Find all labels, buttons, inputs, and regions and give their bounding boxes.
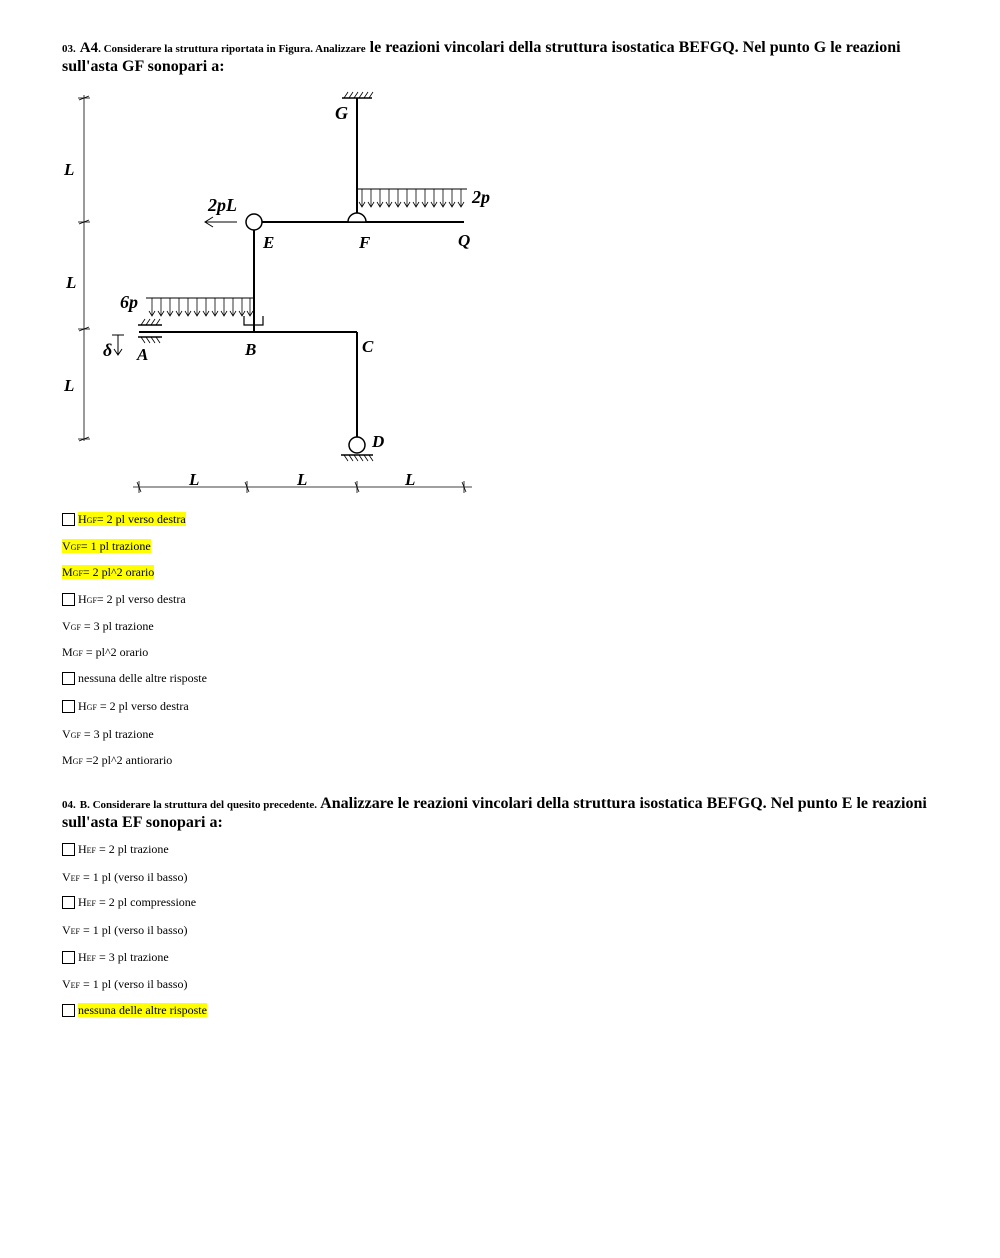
- q04-option-1-line-2: VEF = 1 pl (verso il basso): [62, 870, 188, 884]
- q03-option-2[interactable]: HGF= 2 pl verso destra: [62, 591, 186, 609]
- checkbox[interactable]: [62, 951, 75, 964]
- q04-option-3-line-2: VEF = 1 pl (verso il basso): [62, 977, 188, 991]
- question-variant: B: [79, 799, 88, 811]
- label-load-2p: 2p: [472, 187, 490, 207]
- question-intro: . Considerare la struttura riportata in Figura. Analizzare: [98, 43, 366, 55]
- q04-option-2[interactable]: HEF = 2 pl compressione: [62, 894, 196, 912]
- question-04-text: [62, 795, 942, 832]
- checkbox[interactable]: [62, 672, 75, 685]
- label-load-2pL: 2pL: [208, 195, 237, 215]
- label-Q: Q: [458, 231, 471, 250]
- checkbox[interactable]: [62, 513, 75, 526]
- load-6p-arrows: [149, 298, 253, 316]
- q04-option-1[interactable]: HEF = 2 pl trazione: [62, 841, 169, 859]
- q03-option-2-line-3: MGF = pl^2 orario: [62, 645, 149, 659]
- structure-figure: [50, 85, 570, 505]
- label-E: E: [263, 233, 275, 252]
- q04-option-4[interactable]: nessuna delle altre risposte: [62, 1002, 207, 1018]
- label-C: C: [362, 337, 374, 356]
- question-body: le reazioni vincolari della struttura isostatica BEFGQ. Nel punto G le reazioni sull'asta GF sonopari a:: [62, 39, 901, 75]
- q03-option-3[interactable]: nessuna delle altre risposte: [62, 670, 207, 686]
- checkbox[interactable]: [62, 1004, 75, 1017]
- option-line: HGF= 2 pl verso destra: [78, 512, 186, 526]
- load-2p-arrows: [359, 189, 464, 207]
- q03-option-2-line-2: VGF = 3 pl trazione: [62, 619, 154, 633]
- label-dim-L3: L: [64, 376, 75, 395]
- q03-option-1-line-2: VGF= 1 pl trazione: [62, 539, 151, 553]
- question-variant: A4: [79, 40, 99, 56]
- q03-option-1[interactable]: [62, 511, 186, 529]
- label-dim-L6: L: [405, 470, 416, 489]
- hatch-D: [344, 455, 373, 461]
- q04-option-3[interactable]: HEF = 3 pl trazione: [62, 949, 169, 967]
- question-03-text: [62, 39, 942, 76]
- label-B: B: [245, 340, 257, 359]
- hinge-D: [349, 437, 365, 453]
- q03-option-1-line-3: MGF= 2 pl^2 orario: [62, 565, 155, 579]
- q04-option-2-line-2: VEF = 1 pl (verso il basso): [62, 923, 188, 937]
- label-dim-L4: L: [189, 470, 200, 489]
- q03-option-4-line-3: MGF =2 pl^2 antiorario: [62, 753, 173, 767]
- checkbox[interactable]: [62, 593, 75, 606]
- hinge-F: [348, 213, 366, 222]
- checkbox[interactable]: [62, 896, 75, 909]
- label-dim-L5: L: [297, 470, 308, 489]
- label-load-6p: 6p: [120, 292, 138, 312]
- hinge-E: [246, 214, 262, 230]
- label-A: A: [137, 345, 149, 364]
- label-G: G: [335, 103, 348, 123]
- label-D: D: [372, 432, 385, 451]
- label-dim-L1: L: [64, 160, 75, 179]
- label-F: F: [359, 233, 371, 252]
- hatch-G: [344, 92, 373, 98]
- question-number: 04.: [62, 799, 76, 811]
- label-dim-L2: L: [66, 273, 77, 292]
- checkbox[interactable]: [62, 843, 75, 856]
- question-number: 03.: [62, 43, 76, 55]
- label-delta: δ: [103, 340, 113, 360]
- checkbox[interactable]: [62, 700, 75, 713]
- question-body: Analizzare le reazioni vincolari della struttura isostatica BEFGQ. Nel punto E le reazioni sull'asta EF sonopari a:: [62, 795, 927, 831]
- question-intro: . Considerare la struttura del quesito precedente.: [87, 799, 318, 811]
- q03-option-4-line-2: VGF = 3 pl trazione: [62, 727, 154, 741]
- q03-option-4[interactable]: HGF = 2 pl verso destra: [62, 698, 189, 716]
